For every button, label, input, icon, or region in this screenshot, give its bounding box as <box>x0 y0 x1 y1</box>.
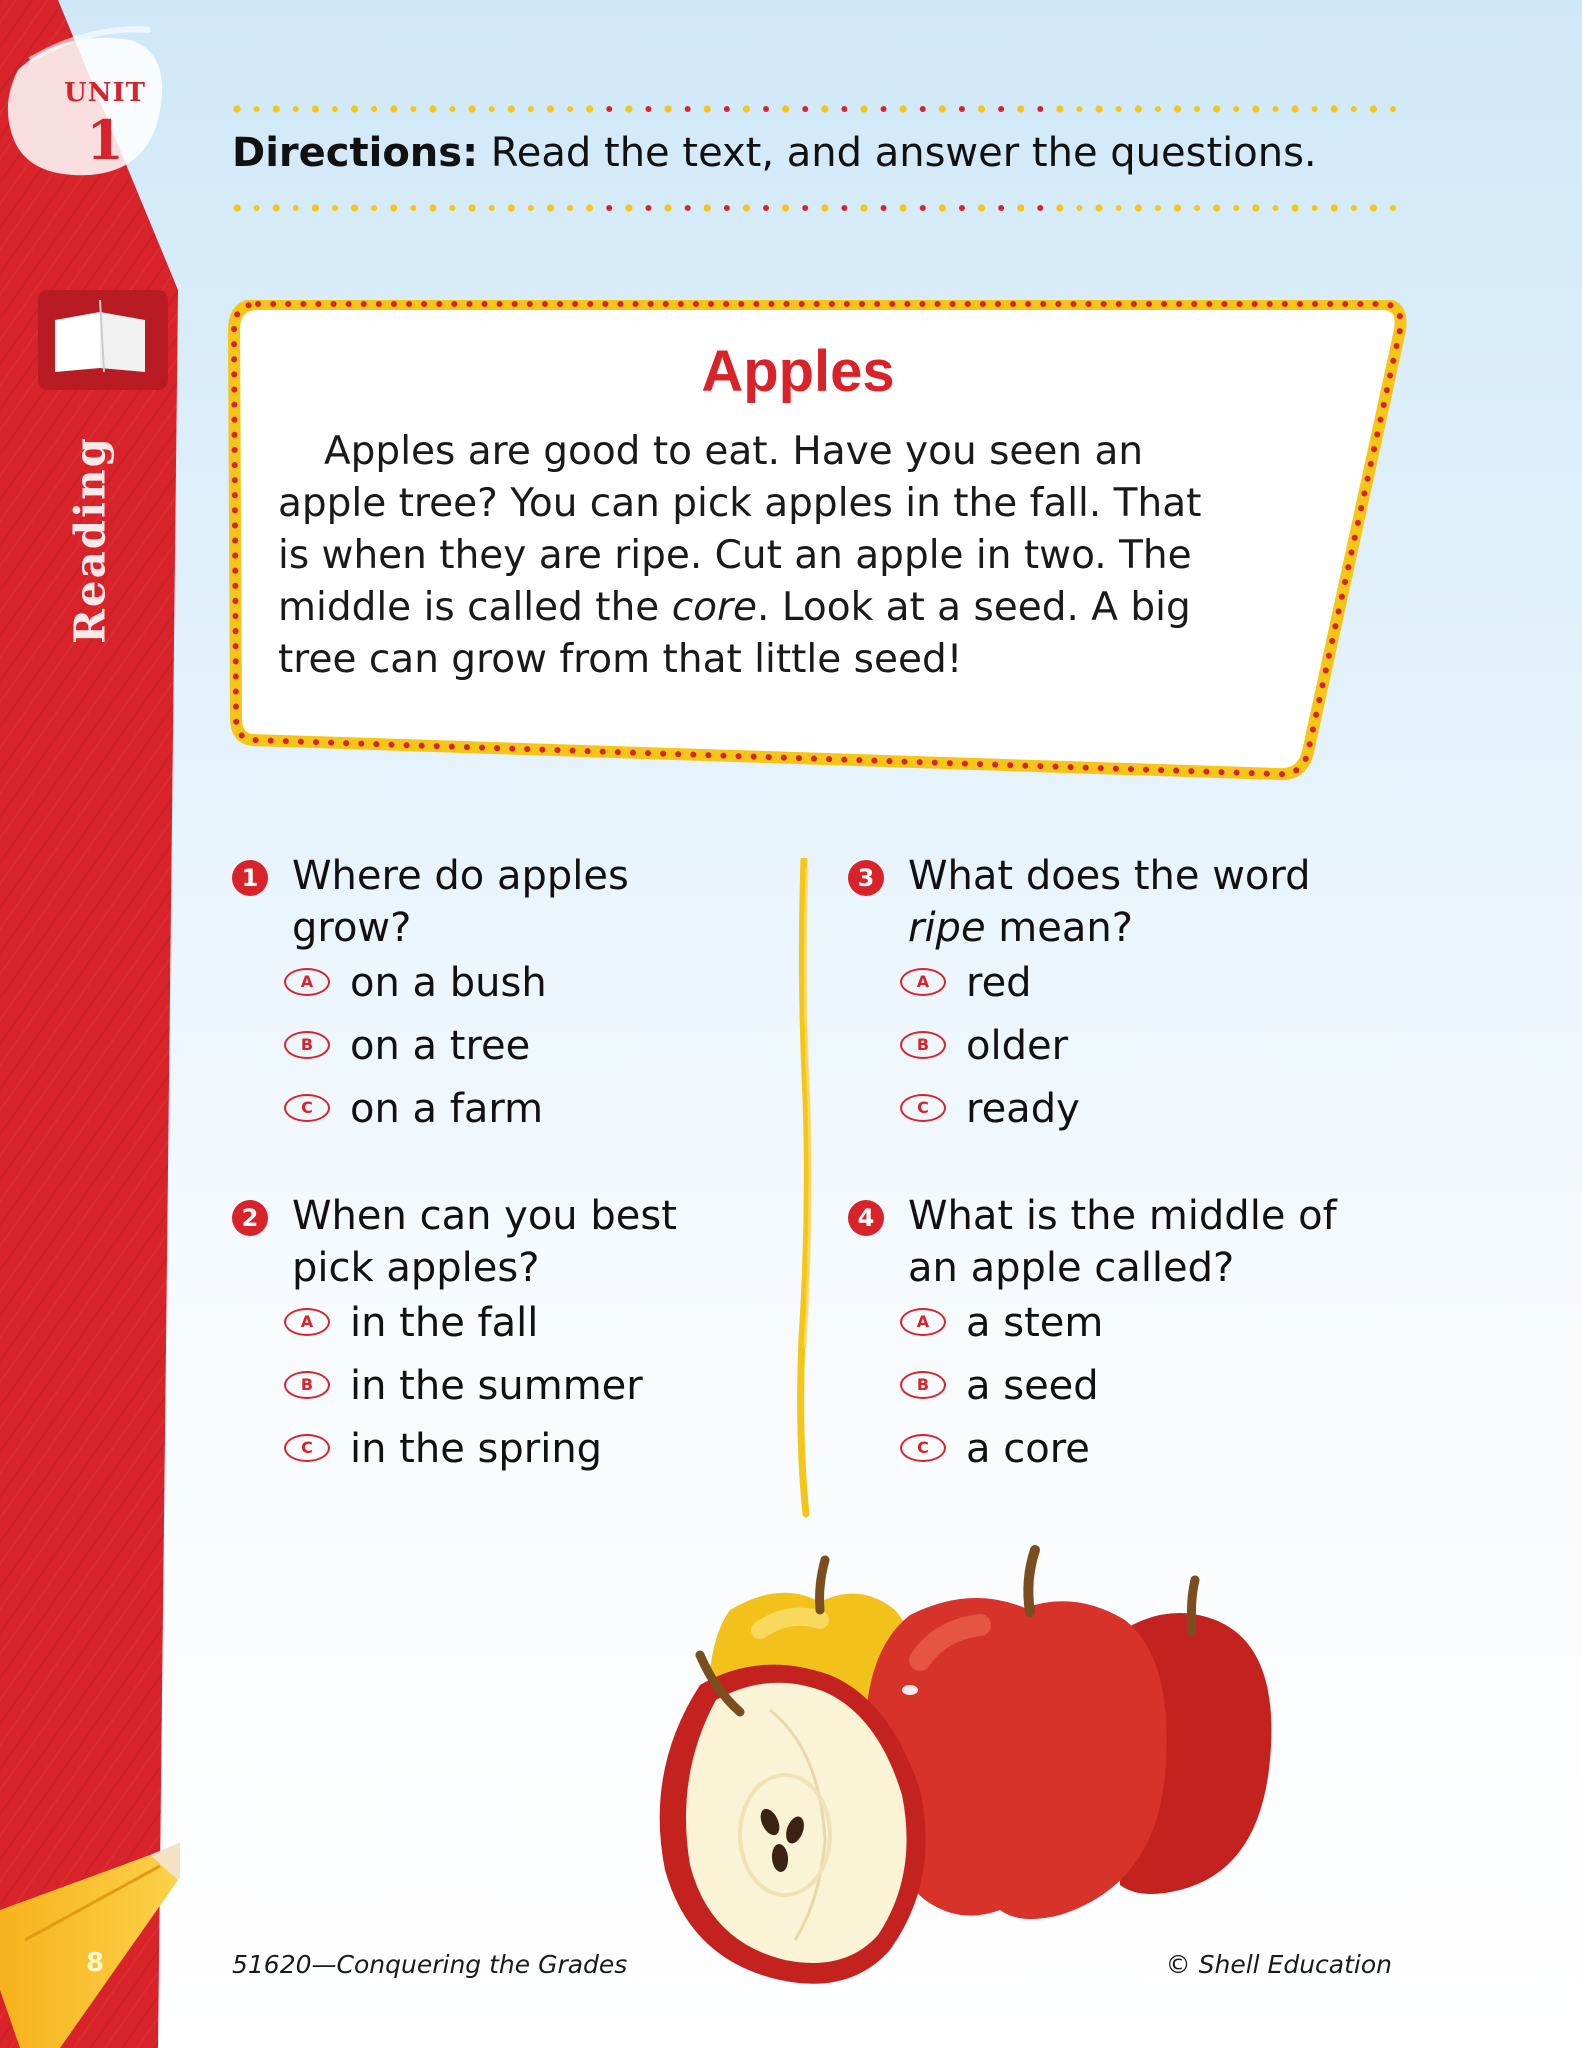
choice-text: red <box>966 960 1032 1006</box>
rule-dot <box>547 105 554 112</box>
question-number: 1 <box>232 860 268 896</box>
footer-book-code: 51620—Conquering the Grades <box>232 1950 628 1979</box>
rule-dot <box>1331 204 1338 211</box>
unit-number: 1 <box>86 108 124 172</box>
book-icon <box>38 290 168 390</box>
rule-dot <box>881 106 887 112</box>
rule-dot <box>1174 105 1181 112</box>
rule-dot <box>743 204 750 211</box>
rule-dot <box>254 205 260 211</box>
answer-choice-b[interactable] <box>232 1017 792 1080</box>
rule-dot <box>489 106 495 112</box>
rule-dot <box>1194 106 1200 112</box>
choice-text: a core <box>966 1426 1090 1472</box>
rule-dot <box>351 105 358 112</box>
footer-copyright: © Shell Education <box>1165 1950 1392 1979</box>
prompt-line-rest: mean? <box>985 905 1133 951</box>
rule-dot <box>1116 205 1122 211</box>
rule-dot <box>939 204 946 211</box>
answer-choice-c[interactable] <box>848 1420 1408 1483</box>
rule-dot <box>1312 205 1318 211</box>
rule-dot <box>233 105 240 112</box>
rule-dot <box>410 205 416 211</box>
rule-dot <box>1331 105 1338 112</box>
story-text <box>278 426 1338 686</box>
rule-dot <box>586 204 593 211</box>
rule-dot <box>273 204 280 211</box>
rule-dot <box>998 205 1004 211</box>
prompt-line: When can you best <box>292 1193 677 1239</box>
rule-dot <box>860 105 867 112</box>
story-line-4-start: middle is called the <box>278 585 672 630</box>
rule-dot <box>959 106 965 112</box>
rule-dot <box>802 205 808 211</box>
dotted-rule-bottom <box>232 203 1398 213</box>
rule-dot <box>1116 106 1122 112</box>
rule-dot <box>1390 205 1396 211</box>
rule-dot <box>1351 106 1357 112</box>
prompt-line: pick apples? <box>292 1245 540 1291</box>
answer-choice-c[interactable] <box>232 1420 792 1483</box>
question-1 <box>232 850 792 1143</box>
answer-bubble-b[interactable]: B <box>284 1031 330 1059</box>
rule-dot <box>1017 204 1024 211</box>
rule-dot <box>429 204 436 211</box>
rule-dot <box>469 105 476 112</box>
story-line <box>278 582 1338 634</box>
story-box <box>228 300 1408 800</box>
choice-text: older <box>966 1023 1069 1069</box>
rule-dot <box>939 105 946 112</box>
rule-dot <box>1056 105 1063 112</box>
rule-dot <box>625 105 632 112</box>
rule-dot <box>841 205 847 211</box>
rule-dot <box>1155 205 1161 211</box>
story-line: is when they are ripe. Cut an apple in two. The <box>278 533 1192 578</box>
rule-dot <box>273 105 280 112</box>
answer-choice-a[interactable] <box>232 1294 792 1357</box>
rule-dot <box>1370 105 1377 112</box>
rule-dot <box>1037 205 1043 211</box>
rule-dot <box>1037 106 1043 112</box>
rule-dot <box>664 105 671 112</box>
rule-dot <box>1252 204 1259 211</box>
rule-dot <box>802 106 808 112</box>
rule-dot <box>1213 105 1220 112</box>
rule-dot <box>743 105 750 112</box>
rule-dot <box>1096 204 1103 211</box>
rule-dot <box>528 106 534 112</box>
story-title: Apples <box>701 339 895 404</box>
answer-bubble-c[interactable]: C <box>284 1094 330 1122</box>
rule-dot <box>1291 105 1298 112</box>
prompt-line: Where do apples <box>292 853 629 899</box>
rule-dot <box>920 106 926 112</box>
answer-choice-a[interactable] <box>848 1294 1408 1357</box>
question-number: 2 <box>232 1200 268 1236</box>
prompt-line: What is the middle of <box>908 1193 1337 1239</box>
rule-dot <box>763 106 769 112</box>
prompt-line: grow? <box>292 905 412 951</box>
rule-dot <box>332 205 338 211</box>
rule-dot <box>959 205 965 211</box>
choice-text: a seed <box>966 1363 1099 1409</box>
unit-label: UNIT <box>64 78 146 108</box>
question-2 <box>232 1190 792 1483</box>
question-3 <box>848 850 1408 1143</box>
rule-dot <box>1252 105 1259 112</box>
rule-dot <box>724 106 730 112</box>
question-4 <box>848 1190 1408 1483</box>
rule-dot <box>1233 205 1239 211</box>
rule-dot <box>254 106 260 112</box>
story-line-4-end: . Look at a seed. A big <box>757 585 1191 630</box>
rule-dot <box>664 204 671 211</box>
story-line: apple tree? You can pick apples in the fall. That <box>278 481 1202 526</box>
prompt-line <box>908 902 1408 954</box>
question-number: 4 <box>848 1200 884 1236</box>
rule-dot <box>1291 204 1298 211</box>
rule-dot <box>390 204 397 211</box>
rule-dot <box>1390 106 1396 112</box>
rule-dot <box>1096 105 1103 112</box>
rule-dot <box>1370 204 1377 211</box>
answer-choice-c[interactable] <box>232 1080 792 1143</box>
rule-dot <box>450 205 456 211</box>
story-line: Apples are good to eat. Have you seen an <box>324 429 1144 474</box>
directions-label: Directions: <box>232 130 479 176</box>
answer-bubble-a[interactable]: A <box>900 1308 946 1336</box>
choice-text: a stem <box>966 1300 1104 1346</box>
rule-dot <box>469 204 476 211</box>
rule-dot <box>704 204 711 211</box>
choice-text: ready <box>966 1086 1080 1132</box>
rule-dot <box>978 204 985 211</box>
question-prompt <box>848 1190 1408 1294</box>
section-label: Reading <box>65 435 115 645</box>
rule-dot <box>567 205 573 211</box>
dotted-rule-top <box>232 104 1398 114</box>
rule-dot <box>429 105 436 112</box>
answer-choice-a[interactable] <box>848 954 1408 1017</box>
rule-dot <box>1077 205 1083 211</box>
rule-dot <box>1213 204 1220 211</box>
rule-dot <box>1017 105 1024 112</box>
rule-dot <box>293 205 299 211</box>
rule-dot <box>763 205 769 211</box>
choice-text: in the spring <box>350 1426 603 1472</box>
page-number: 8 <box>86 1948 105 1978</box>
answer-bubble-a[interactable]: A <box>284 1308 330 1336</box>
apples-illustration <box>620 1540 1320 2000</box>
choice-text: on a farm <box>350 1086 544 1132</box>
choice-text: on a tree <box>350 1023 531 1069</box>
answer-bubble-a[interactable]: A <box>284 968 330 996</box>
question-prompt <box>232 850 792 954</box>
directions-text: Read the text, and answer the questions. <box>490 130 1317 176</box>
answer-choice-b[interactable] <box>848 1357 1408 1420</box>
rule-dot <box>782 204 789 211</box>
answer-bubble-c[interactable]: C <box>284 1434 330 1462</box>
rule-dot <box>900 105 907 112</box>
word-ripe: ripe <box>908 905 986 951</box>
rule-dot <box>1135 105 1142 112</box>
answer-choice-a[interactable] <box>232 954 792 1017</box>
rule-dot <box>1155 106 1161 112</box>
rule-dot <box>371 205 377 211</box>
question-number: 3 <box>848 860 884 896</box>
rule-dot <box>821 105 828 112</box>
rule-dot <box>567 106 573 112</box>
rule-dot <box>450 106 456 112</box>
answer-choice-b[interactable] <box>848 1017 1408 1080</box>
choice-text: in the summer <box>350 1363 643 1409</box>
rule-dot <box>390 105 397 112</box>
rule-dot <box>606 205 612 211</box>
rule-dot <box>547 204 554 211</box>
rule-dot <box>860 204 867 211</box>
rule-dot <box>1272 106 1278 112</box>
rule-dot <box>1174 204 1181 211</box>
rule-dot <box>685 205 691 211</box>
prompt-line: What does the word <box>908 853 1311 899</box>
rule-dot <box>978 105 985 112</box>
rule-dot <box>371 106 377 112</box>
rule-dot <box>685 106 691 112</box>
rule-dot <box>1056 204 1063 211</box>
rule-dot <box>1312 106 1318 112</box>
rule-dot <box>312 204 319 211</box>
answer-bubble-c[interactable]: C <box>900 1434 946 1462</box>
answer-choice-c[interactable] <box>848 1080 1408 1143</box>
rule-dot <box>606 106 612 112</box>
rule-dot <box>1077 106 1083 112</box>
rule-dot <box>351 204 358 211</box>
choice-text: on a bush <box>350 960 547 1006</box>
ribbon-shape <box>0 0 180 2048</box>
directions <box>232 130 1317 176</box>
rule-dot <box>1272 205 1278 211</box>
column-divider <box>790 858 820 1518</box>
rule-dot <box>312 105 319 112</box>
rule-dot <box>881 205 887 211</box>
rule-dot <box>782 105 789 112</box>
answer-bubble-b[interactable]: B <box>284 1371 330 1399</box>
story-word-core: core <box>671 585 758 630</box>
rule-dot <box>625 204 632 211</box>
rule-dot <box>233 204 240 211</box>
rule-dot <box>1351 205 1357 211</box>
rule-dot <box>586 105 593 112</box>
answer-bubble-b[interactable]: B <box>900 1371 946 1399</box>
question-prompt <box>848 850 1408 954</box>
rule-dot <box>410 106 416 112</box>
rule-dot <box>704 105 711 112</box>
rule-dot <box>724 205 730 211</box>
rule-dot <box>508 204 515 211</box>
story-line: tree can grow from that little seed! <box>278 637 963 682</box>
answer-bubble-a[interactable]: A <box>900 968 946 996</box>
answer-bubble-c[interactable]: C <box>900 1094 946 1122</box>
rule-dot <box>645 205 651 211</box>
rule-dot <box>489 205 495 211</box>
rule-dot <box>1135 204 1142 211</box>
rule-dot <box>528 205 534 211</box>
rule-dot <box>841 106 847 112</box>
rule-dot <box>332 106 338 112</box>
rule-dot <box>900 204 907 211</box>
prompt-line: an apple called? <box>908 1245 1235 1291</box>
rule-dot <box>293 106 299 112</box>
choice-text: in the fall <box>350 1300 539 1346</box>
rule-dot <box>920 205 926 211</box>
rule-dot <box>998 106 1004 112</box>
answer-bubble-b[interactable]: B <box>900 1031 946 1059</box>
rule-dot <box>645 106 651 112</box>
rule-dot <box>508 105 515 112</box>
rule-dot <box>1194 205 1200 211</box>
rule-dot <box>1233 106 1239 112</box>
rule-dot <box>821 204 828 211</box>
sidebar-ribbon <box>0 0 180 2048</box>
answer-choice-b[interactable] <box>232 1357 792 1420</box>
question-prompt <box>232 1190 792 1294</box>
